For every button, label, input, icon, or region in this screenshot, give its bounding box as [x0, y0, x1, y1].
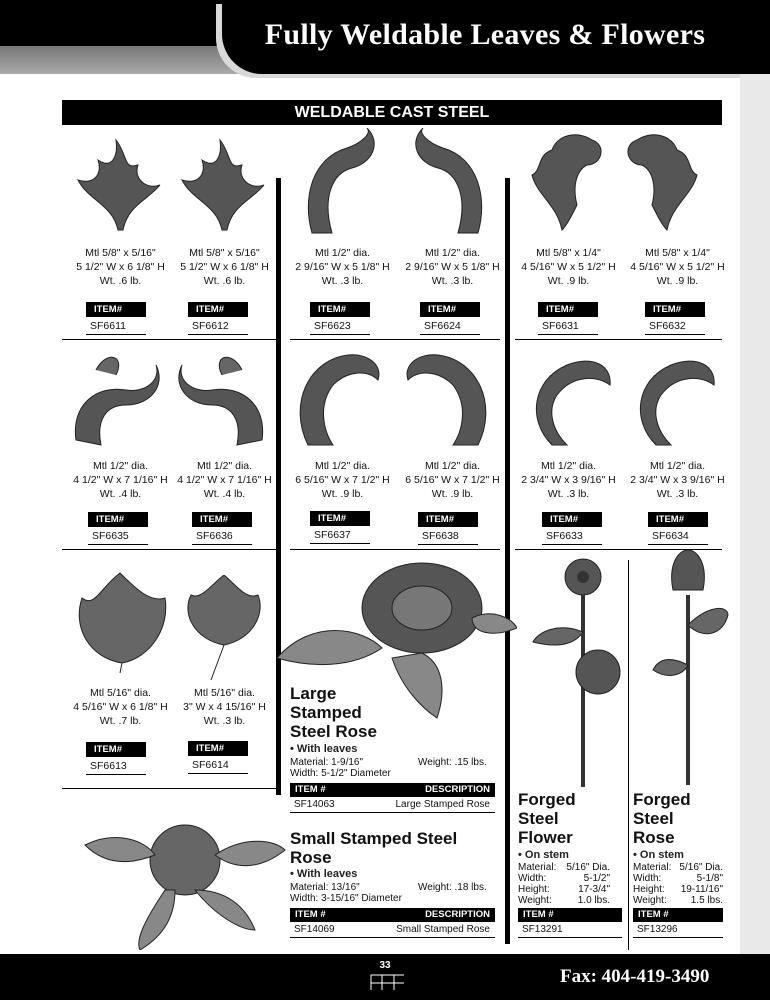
item-box	[86, 742, 146, 775]
row-divider	[62, 549, 276, 550]
item-number: SF6624	[420, 317, 480, 335]
item-label: ITEM#	[538, 302, 598, 317]
spec-row	[633, 862, 723, 873]
spec-key: Width:	[633, 873, 662, 884]
large-rose-material: Material: 1-9/16"	[290, 757, 364, 768]
large-rose-table-row	[290, 797, 495, 813]
small-rose-table-row	[290, 922, 495, 938]
product-spec	[400, 459, 505, 501]
weight-spec: Wt. .9 lb.	[321, 488, 364, 500]
item-number: SF13296	[637, 924, 678, 935]
product-spec	[516, 459, 621, 501]
item-label: ITEM#	[648, 512, 708, 527]
material-spec: Mtl 5/8" x 1/4"	[536, 247, 601, 259]
oak-leaf-icon	[617, 125, 712, 235]
item-number: SF6623	[310, 317, 370, 335]
forged-flower-title-1: Forged	[518, 790, 576, 809]
spec-row	[633, 873, 723, 884]
item-label: ITEM#	[310, 302, 370, 317]
spec-key: Height:	[633, 884, 665, 895]
material-spec: Mtl 5/16" dia.	[194, 687, 255, 699]
item-label: ITEM#	[192, 512, 252, 527]
item-box	[648, 512, 708, 545]
spec-key: Material:	[518, 862, 557, 873]
item-number: SF14063	[294, 799, 335, 810]
item-box	[88, 512, 148, 545]
item-number: SF6632	[645, 317, 705, 335]
small-rose-title-1: Small Stamped Steel	[290, 829, 458, 848]
leaf-ornament-icon	[68, 135, 168, 235]
weight-spec: Wt. .9 lb.	[656, 275, 699, 287]
spec-key: Weight:	[518, 895, 552, 906]
fax-number: Fax: 404-419-3490	[560, 966, 710, 987]
material-spec: Mtl 1/2" dia.	[92, 460, 149, 472]
section-banner: WELDABLE CAST STEEL	[62, 100, 722, 125]
material-spec: Mtl 1/2" dia.	[424, 247, 481, 259]
small-rose-material: Material: 13/16"	[290, 882, 360, 893]
large-rose-title-2: Stamped	[290, 703, 362, 722]
item-number: SF6637	[310, 526, 370, 544]
page-title: Fully Weldable Leaves & Flowers	[264, 18, 706, 51]
item-box	[420, 302, 480, 335]
material-spec: Mtl 5/8" x 5/16"	[85, 247, 156, 259]
header-bar-left	[0, 0, 240, 46]
item-number: SF14069	[294, 924, 335, 935]
header-gray-band	[0, 46, 250, 74]
description-header: DESCRIPTION	[425, 909, 490, 920]
item-number: SF6635	[88, 527, 148, 545]
dimension-spec: 6 5/16" W x 7 1/2" H	[405, 474, 500, 486]
large-rose-width: Width: 5-1/2" Diameter	[290, 768, 391, 779]
material-spec: Mtl 1/2" dia.	[314, 247, 371, 259]
item-label: ITEM#	[418, 512, 478, 527]
product-spec	[625, 246, 730, 288]
item-description: Small Stamped Rose	[396, 924, 490, 935]
oak-leaf-icon	[517, 125, 612, 235]
large-rose-title-1: Large	[290, 684, 337, 703]
weight-spec: Wt. .3 lb.	[656, 488, 699, 500]
item-box	[542, 512, 602, 545]
item-label: ITEM#	[645, 302, 705, 317]
product-spec	[68, 686, 173, 728]
forged-flower-bullet: • On stem	[518, 849, 569, 861]
row-divider	[290, 339, 500, 340]
weight-spec: Wt. .7 lb.	[99, 715, 142, 727]
spec-row	[518, 884, 610, 895]
item-number: SF13291	[522, 924, 563, 935]
forged-rose-table-header	[633, 908, 723, 922]
item-number: SF6631	[538, 317, 598, 335]
material-spec: Mtl 1/2" dia.	[314, 460, 371, 472]
dimension-spec: 3" W x 4 15/16" H	[183, 701, 266, 713]
spec-value: 5/16" Dia.	[679, 862, 723, 873]
item-label: ITEM#	[420, 302, 480, 317]
product-spec	[400, 246, 505, 288]
item-label: ITEM#	[542, 512, 602, 527]
spec-value: 1.0 lbs.	[577, 895, 610, 906]
row-divider	[515, 339, 722, 340]
dimension-spec: 2 9/16" W x 5 1/8" H	[295, 261, 390, 273]
item-label: ITEM#	[88, 512, 148, 527]
forged-flower-title-3: Flower	[518, 828, 573, 847]
spec-row	[633, 884, 723, 895]
spec-value: 17-3/4"	[578, 884, 610, 895]
crescent-scroll-icon	[288, 345, 388, 450]
dimension-spec: 4 5/16" W x 5 1/2" H	[521, 261, 616, 273]
material-spec: Mtl 1/2" dia.	[196, 460, 253, 472]
dimension-spec: 2 9/16" W x 5 1/8" H	[405, 261, 500, 273]
product-spec	[172, 246, 277, 288]
spec-key: Material:	[633, 862, 672, 873]
item-label: ITEM#	[86, 742, 146, 757]
weight-spec: Wt. .9 lb.	[431, 488, 474, 500]
dimension-spec: 4 1/2" W x 7 1/16" H	[177, 474, 272, 486]
item-number: SF6614	[188, 756, 248, 774]
dimension-spec: 5 1/2" W x 6 1/8" H	[180, 261, 269, 273]
item-number: SF6612	[188, 317, 248, 335]
dimension-spec: 4 5/16" W x 6 1/8" H	[73, 701, 168, 713]
forged-rose-table-row	[633, 922, 723, 938]
spec-value: 19-11/16"	[680, 884, 723, 895]
spec-row	[518, 862, 610, 873]
large-rose-weight: Weight: .15 lbs.	[418, 757, 487, 768]
item-box	[310, 302, 370, 335]
material-spec: Mtl 1/2" dia.	[424, 460, 481, 472]
weight-spec: Wt. .3 lb.	[431, 275, 474, 287]
page-edge-strip	[740, 74, 770, 954]
spec-row	[633, 895, 723, 906]
product-spec	[172, 459, 277, 501]
small-rose-bullet: • With leaves	[290, 868, 358, 880]
item-box	[645, 302, 705, 335]
item-label: ITEM#	[188, 741, 248, 756]
large-rose-table-header	[290, 783, 495, 797]
material-spec: Mtl 5/16" dia.	[90, 687, 151, 699]
item-box	[188, 302, 248, 335]
dimension-spec: 2 3/4" W x 3 9/16" H	[630, 474, 725, 486]
weight-spec: Wt. .6 lb.	[203, 275, 246, 287]
row-divider	[62, 339, 276, 340]
weight-spec: Wt. .3 lb.	[203, 715, 246, 727]
item-number: SF6634	[648, 527, 708, 545]
forged-rose-title-3: Rose	[633, 828, 675, 847]
large-rose-bullet: • With leaves	[290, 743, 358, 755]
small-rose-weight: Weight: .18 lbs.	[418, 882, 487, 893]
item-number: SF6638	[418, 527, 478, 545]
crescent-scroll-icon	[398, 345, 498, 450]
forged-flower-icon	[528, 552, 638, 787]
weight-spec: Wt. .4 lb.	[203, 488, 246, 500]
acanthus-leaf-icon	[403, 128, 498, 238]
row-divider	[62, 788, 276, 789]
item-box	[188, 741, 248, 774]
material-spec: Mtl 5/8" x 5/16"	[189, 247, 260, 259]
item-number: SF6633	[542, 527, 602, 545]
forged-rose-icon	[648, 545, 733, 785]
spec-key: Height:	[518, 884, 550, 895]
product-spec	[516, 246, 621, 288]
item-label: ITEM#	[188, 302, 248, 317]
material-spec: Mtl 5/8" x 1/4"	[645, 247, 710, 259]
acanthus-leaf-icon	[292, 128, 387, 238]
dimension-spec: 4 1/2" W x 7 1/16" H	[73, 474, 168, 486]
forged-rose-title-1: Forged	[633, 790, 691, 809]
item-number: SF6613	[86, 757, 146, 775]
dimension-spec: 6 5/16" W x 7 1/2" H	[295, 474, 390, 486]
item-label: ITEM#	[86, 302, 146, 317]
forged-rose-bullet: • On stem	[633, 849, 684, 861]
item-number: SF6636	[192, 527, 252, 545]
item-number: SF6611	[86, 317, 146, 335]
spec-value: 1.5 lbs.	[690, 895, 723, 906]
description-header: DESCRIPTION	[425, 784, 490, 795]
product-spec	[172, 686, 277, 728]
weight-spec: Wt. .6 lb.	[99, 275, 142, 287]
weight-spec: Wt. .3 lb.	[547, 488, 590, 500]
curled-leaf-icon	[522, 350, 617, 455]
product-spec	[290, 246, 395, 288]
scroll-leaf-icon	[172, 345, 272, 450]
weight-spec: Wt. .4 lb.	[99, 488, 142, 500]
leaf-ornament-icon	[172, 135, 272, 235]
forged-flower-table-row	[518, 922, 622, 938]
item-header: ITEM #	[295, 784, 326, 795]
spec-row	[518, 895, 610, 906]
small-rose-width: Width: 3-15/16" Diameter	[290, 893, 402, 904]
spec-row	[518, 873, 610, 884]
item-box	[192, 512, 252, 545]
item-header: ITEM #	[523, 909, 554, 920]
weight-spec: Wt. .9 lb.	[547, 275, 590, 287]
weight-spec: Wt. .3 lb.	[321, 275, 364, 287]
item-label: ITEM#	[310, 511, 370, 526]
dimension-spec: 2 3/4" W x 3 9/16" H	[521, 474, 616, 486]
dimension-spec: 4 5/16" W x 5 1/2" H	[630, 261, 725, 273]
large-rose-title-3: Steel Rose	[290, 722, 377, 741]
scroll-leaf-icon	[66, 345, 166, 450]
item-box	[418, 512, 478, 545]
forged-flower-title-2: Steel	[518, 809, 559, 828]
dimension-spec: 5 1/2" W x 6 1/8" H	[76, 261, 165, 273]
curled-leaf-icon	[626, 350, 721, 455]
spec-value: 5/16" Dia.	[566, 862, 610, 873]
item-box	[310, 511, 370, 544]
product-spec	[290, 459, 395, 501]
product-spec	[68, 459, 173, 501]
forged-flower-table-header	[518, 908, 622, 922]
small-rose-icon	[75, 790, 290, 950]
company-logo-icon	[370, 974, 404, 990]
item-header: ITEM #	[638, 909, 669, 920]
item-description: Large Stamped Rose	[395, 799, 490, 810]
grape-leaf-icon	[176, 575, 271, 685]
product-spec	[625, 459, 730, 501]
item-header: ITEM #	[295, 909, 326, 920]
item-box	[86, 302, 146, 335]
forged-rose-title-2: Steel	[633, 809, 674, 828]
product-spec	[68, 246, 173, 288]
page-number: 33	[379, 960, 391, 971]
grape-leaf-icon	[70, 568, 175, 678]
spec-value: 5-1/8"	[696, 873, 723, 884]
spec-key: Weight:	[633, 895, 667, 906]
spec-value: 5-1/2"	[583, 873, 610, 884]
material-spec: Mtl 1/2" dia.	[649, 460, 706, 472]
material-spec: Mtl 1/2" dia.	[540, 460, 597, 472]
spec-key: Width:	[518, 873, 547, 884]
small-rose-table-header	[290, 908, 495, 922]
small-rose-title-2: Rose	[290, 848, 332, 867]
item-box	[538, 302, 598, 335]
